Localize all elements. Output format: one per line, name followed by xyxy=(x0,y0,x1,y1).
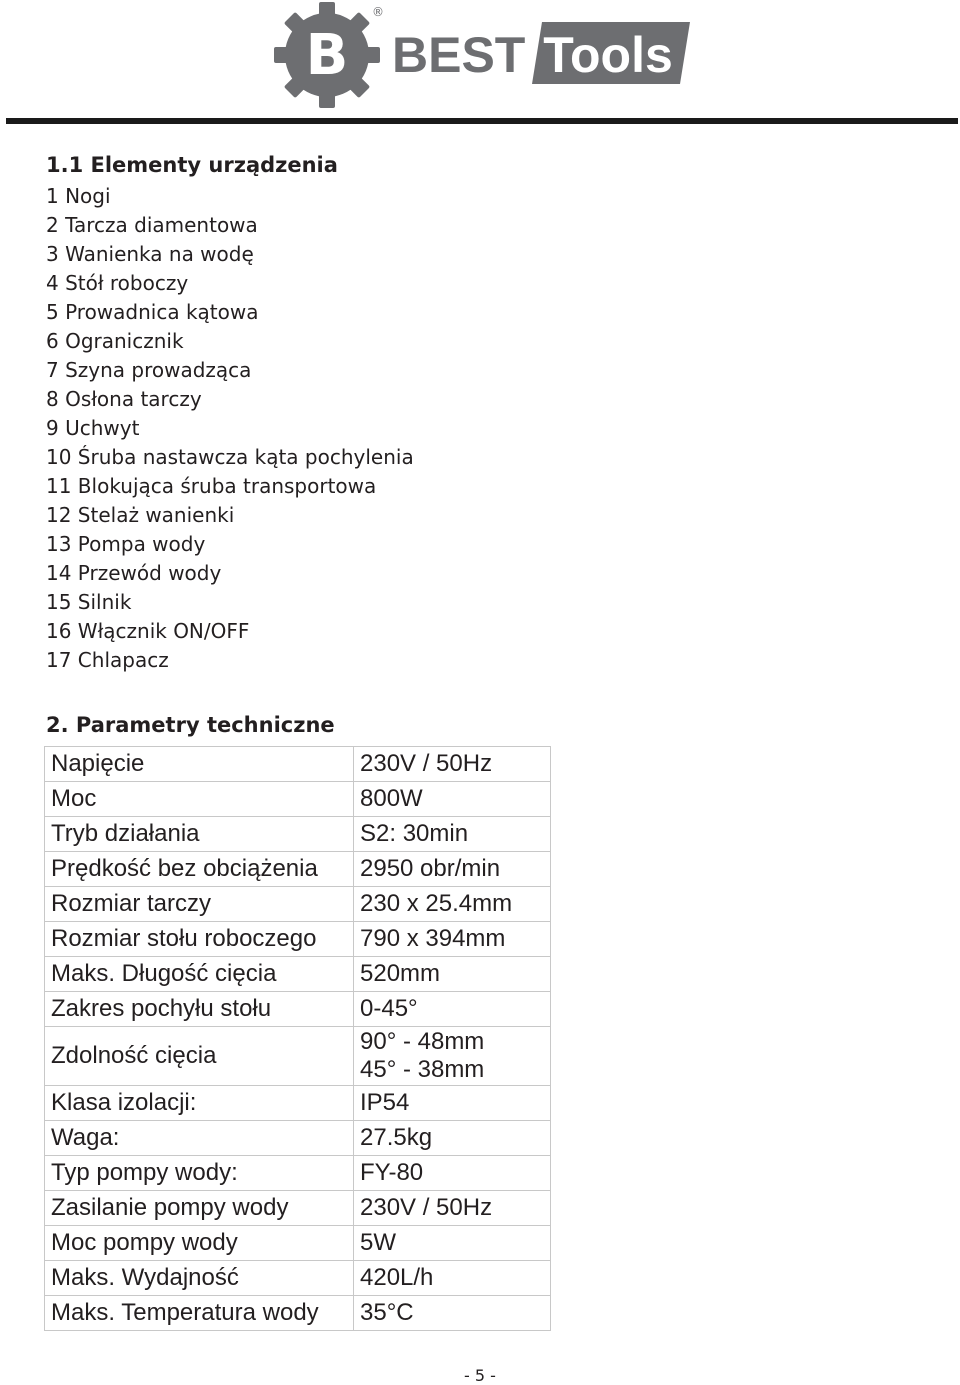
table-row xyxy=(45,1121,551,1156)
param-label: Typ pompy wody: xyxy=(45,1156,354,1191)
table-row xyxy=(45,817,551,852)
section-title-elements: 1.1 Elementy urządzenia xyxy=(46,153,338,177)
param-label: Zdolność cięcia xyxy=(45,1027,354,1086)
list-item: 17 Chlapacz xyxy=(46,648,169,672)
table-row xyxy=(45,1261,551,1296)
list-item: 14 Przewód wody xyxy=(46,561,222,585)
param-value: 230V / 50Hz xyxy=(354,747,551,782)
list-item: 9 Uchwyt xyxy=(46,416,140,440)
table-row xyxy=(45,1226,551,1261)
table-row xyxy=(45,782,551,817)
param-label: Moc xyxy=(45,782,354,817)
table-row xyxy=(45,887,551,922)
param-label: Maks. Temperatura wody xyxy=(45,1296,354,1331)
table-row xyxy=(45,747,551,782)
list-item: 16 Włącznik ON/OFF xyxy=(46,619,250,643)
param-label: Moc pompy wody xyxy=(45,1226,354,1261)
header-rule xyxy=(6,118,958,124)
param-value: 5W xyxy=(354,1226,551,1261)
brand-word-best: BEST xyxy=(392,27,526,83)
param-value: 520mm xyxy=(354,957,551,992)
list-item: 3 Wanienka na wodę xyxy=(46,242,254,266)
list-item: 4 Stół roboczy xyxy=(46,271,189,295)
table-row xyxy=(45,1086,551,1121)
param-value: 230 x 25.4mm xyxy=(354,887,551,922)
param-value: 790 x 394mm xyxy=(354,922,551,957)
brand-word-tools: Tools xyxy=(543,27,673,83)
param-value-line: 45° - 38mm xyxy=(360,1056,485,1083)
param-label: Napięcie xyxy=(45,747,354,782)
gear-emblem xyxy=(274,2,380,108)
table-row xyxy=(45,922,551,957)
elements-list xyxy=(46,182,414,675)
param-label: Prędkość bez obciążenia xyxy=(45,852,354,887)
page-number: - 5 - xyxy=(464,1366,496,1385)
param-value: 2950 obr/min xyxy=(354,852,551,887)
param-value-line: 90° - 48mm xyxy=(360,1028,485,1055)
param-value: 35°C xyxy=(354,1296,551,1331)
param-value-multi xyxy=(354,1027,551,1086)
list-item: 6 Ogranicznik xyxy=(46,329,184,353)
list-item: 13 Pompa wody xyxy=(46,532,206,556)
list-item: 15 Silnik xyxy=(46,590,132,614)
list-item: 2 Tarcza diamentowa xyxy=(46,213,258,237)
param-value: FY-80 xyxy=(354,1156,551,1191)
param-label: Zakres pochyłu stołu xyxy=(45,992,354,1027)
param-value: IP54 xyxy=(354,1086,551,1121)
param-label: Rozmiar stołu roboczego xyxy=(45,922,354,957)
table-row xyxy=(45,992,551,1027)
param-label: Waga: xyxy=(45,1121,354,1156)
registered-mark: ® xyxy=(372,5,384,19)
param-label: Rozmiar tarczy xyxy=(45,887,354,922)
param-label: Tryb działania xyxy=(45,817,354,852)
table-row xyxy=(45,1156,551,1191)
param-value: 0-45° xyxy=(354,992,551,1027)
param-value: 420L/h xyxy=(354,1261,551,1296)
list-item: 1 Nogi xyxy=(46,184,111,208)
list-item: 10 Śruba nastawcza kąta pochylenia xyxy=(46,445,414,469)
table-row xyxy=(45,1027,551,1086)
table-row xyxy=(45,852,551,887)
param-value: 800W xyxy=(354,782,551,817)
list-item: 7 Szyna prowadząca xyxy=(46,358,252,382)
list-item: 12 Stelaż wanienki xyxy=(46,503,235,527)
table-row xyxy=(45,1296,551,1331)
section-title-parameters: 2. Parametry techniczne xyxy=(46,713,335,737)
list-item: 11 Blokująca śruba transportowa xyxy=(46,474,377,498)
param-label: Maks. Długość cięcia xyxy=(45,957,354,992)
param-label: Zasilanie pompy wody xyxy=(45,1191,354,1226)
param-value: 27.5kg xyxy=(354,1121,551,1156)
param-value: S2: 30min xyxy=(354,817,551,852)
table-row xyxy=(45,957,551,992)
technical-parameters-table xyxy=(44,746,551,1331)
emblem-letter: B xyxy=(305,23,349,88)
list-item: 8 Osłona tarczy xyxy=(46,387,202,411)
table-row xyxy=(45,1191,551,1226)
list-item: 5 Prowadnica kątowa xyxy=(46,300,259,324)
best-tools-logo xyxy=(272,0,692,108)
param-label: Maks. Wydajność xyxy=(45,1261,354,1296)
param-label: Klasa izolacji: xyxy=(45,1086,354,1121)
param-value: 230V / 50Hz xyxy=(354,1191,551,1226)
